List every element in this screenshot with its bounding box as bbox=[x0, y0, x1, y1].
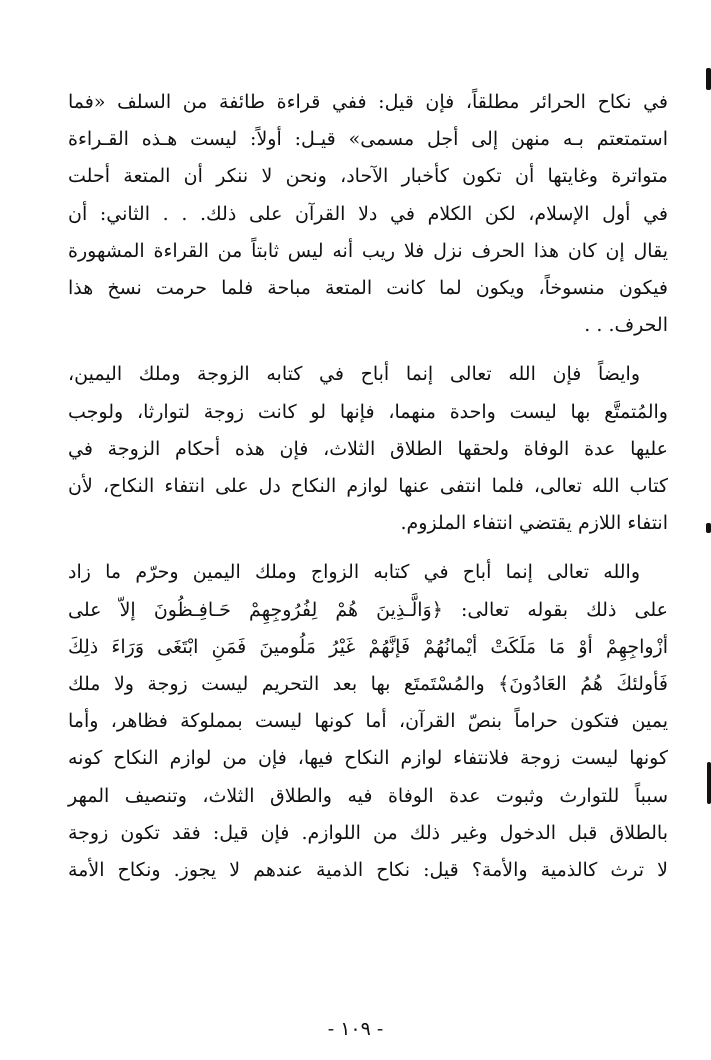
text-line: فَأولئكَ هُمُ العَادُونَ﴾ والمُسْتَمتَع بها بعد التحريم ليست زوجة ولا ملك bbox=[68, 673, 668, 696]
text-line: فيكون منسوخاً، ويكون لما كانت المتعة مباحة فلما حرمت نسخ هذا bbox=[68, 277, 668, 300]
text-line: سبباً للتوارث وثبوت عدة الوفاة فيه والطلاق الثلاث، وتنصيف المهر bbox=[68, 784, 668, 807]
text-line: متواترة وغايتها أن تكون كأخبار الآحاد، ونحن لا ننكر أن المتعة أحلت bbox=[68, 165, 668, 188]
text-line: استمتعتم بـه منهن إلى أجل مسمى» قيـل: أولاً: ليست هـذه القـراءة bbox=[68, 128, 668, 151]
text-line: يقال إن كان هذا الحرف نزل فلا ريب أنه ليس ثابتاً من القراءة المشهورة bbox=[68, 239, 668, 262]
text-line: يمين فتكون حراماً بنصّ القرآن، أما كونها ليست بمملوكة فظاهر، وأما bbox=[68, 710, 668, 733]
text-line: والمُتمتَّع بها ليست واحدة منهما، فإنها لو كانت زوجة لتوارثا، ولوجب bbox=[68, 400, 668, 423]
text-line: انتفاء اللازم يقتضي انتفاء الملزوم. bbox=[400, 512, 668, 535]
paragraph-1 bbox=[68, 84, 668, 344]
scan-edge-mark bbox=[706, 68, 711, 90]
text-line: في أول الإسلام، لكن الكلام في دلا القرآن على ذلك. . . الثاني: أن bbox=[68, 202, 668, 225]
scan-edge-mark bbox=[707, 762, 711, 804]
text-line: الحرف. . . bbox=[584, 314, 668, 337]
text-line: وايضاً فإن الله تعالى إنما أباح في كتابه الزوجة وملك اليمين، bbox=[68, 363, 640, 386]
text-line: بالطلاق قبل الدخول وغير ذلك من اللوازم. فإن قيل: فقد تكون زوجة bbox=[68, 821, 668, 844]
text-line: على ذلك بقوله تعالى: ﴿وَالَّـذِينَ هُمْ لِفُرُوجِهِمْ حَـافِـظُونَ إلاّ على bbox=[68, 598, 668, 621]
text-line: أزْواجِهِمْ أوْ مَا مَلَكَتْ أيْمانُهُمْ فَإنَّهُمْ غَيْرُ مَلُومينَ فَمَنِ ابْتَغَى وَرَاءَ ذلِكَ bbox=[68, 635, 668, 658]
page-number: - ١٠٩ - bbox=[327, 1018, 384, 1040]
text-line: كتاب الله تعالى، فلما انتفى عنها لوازم النكاح دل على انتفاء النكاح، لأن bbox=[68, 475, 668, 498]
paragraph-2 bbox=[68, 356, 668, 542]
paragraph-3 bbox=[68, 554, 668, 889]
scan-edge-mark bbox=[706, 523, 711, 533]
text-line: كونها ليست زوجة فلانتفاء لوازم النكاح فيها، فإن من لوازم النكاح كونه bbox=[68, 747, 668, 770]
text-line: لا ترث كالذمية والأمة؟ قيل: نكاح الذمية عندهم لا يجوز. ونكاح الأمة bbox=[68, 859, 668, 882]
text-line: في نكاح الحرائر مطلقاً، فإن قيل: ففي قراءة طائفة من السلف «فما bbox=[68, 91, 668, 113]
body-text bbox=[68, 84, 668, 901]
text-line: والله تعالى إنما أباح في كتابه الزواج وملك اليمين وحرّم ما زاد bbox=[68, 561, 640, 584]
text-line: عليها عدة الوفاة ولحقها الطلاق الثلاث، فإن هذه أحكام الزوجة في bbox=[68, 437, 668, 460]
